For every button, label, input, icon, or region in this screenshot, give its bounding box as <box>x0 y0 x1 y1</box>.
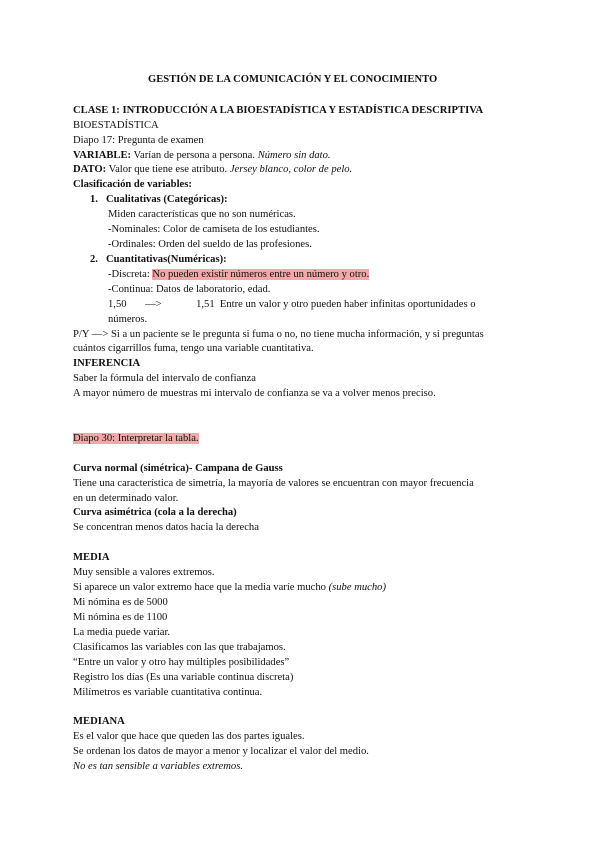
media-line <box>73 581 386 594</box>
inferencia-line: A mayor número de muestras mi intervalo de confianza se va a volver menos preciso. <box>73 388 436 399</box>
py-line: cuántos cigarrillos fuma, tengo una variable cuantitativa. <box>73 343 314 354</box>
list-number: 2. <box>90 254 98 265</box>
list-number: 1. <box>90 194 98 205</box>
media-line: Mi nómina es de 5000 <box>73 597 168 608</box>
dato-label: DATO: <box>73 164 107 175</box>
cualitativas-line: -Nominales: Color de camiseta de los estudiantes. <box>108 224 320 235</box>
media-line: “Entre un valor y otro hay múltiples posibilidades” <box>73 657 290 668</box>
inferencia-line: Saber la fórmula del intervalo de confianza <box>73 373 256 384</box>
cualitativas-line: Miden características que no son numéricas. <box>108 209 296 220</box>
media-line: Muy sensible a valores extremos. <box>73 567 215 578</box>
cualitativas-heading <box>90 193 228 206</box>
dato-text: Valor que tiene ese atributo. <box>106 164 230 175</box>
py-line: P/Y —> Si a un paciente se le pregunta si fuma o no, no tiene mucha información, y si preguntas <box>73 329 484 340</box>
discreta-line <box>108 268 369 281</box>
media-heading: MEDIA <box>73 552 110 563</box>
curva-normal-line: Tiene una característica de simetría, la mayoría de valores se encuentran con mayor frecuencia <box>73 478 474 489</box>
mediana-heading: MEDIANA <box>73 716 125 727</box>
dato-example: Jersey blanco, color de pelo. <box>229 164 353 175</box>
media-line: Milímetros es variable cuantitativa continua. <box>73 687 263 698</box>
cuantitativas-title: Cuantitativas(Numéricas): <box>106 254 227 265</box>
discreta-label: -Discreta: <box>108 269 153 280</box>
bioestadistica-label: BIOESTADÍSTICA <box>73 120 159 131</box>
document-title: GESTIÓN DE LA COMUNICACIÓN Y EL CONOCIMIENTO <box>148 74 438 85</box>
curva-normal-heading: Curva normal (simétrica)- Campana de Gauss <box>73 463 283 474</box>
media-line: Clasificamos las variables con las que trabajamos. <box>73 642 286 653</box>
curva-normal-line: en un determinado valor. <box>73 493 179 504</box>
continua-line: -Continua: Datos de laboratorio, edad. <box>108 284 271 295</box>
mediana-line: Se ordenan los datos de mayor a menor y localizar el valor del medio. <box>73 746 369 757</box>
media-line-italic: (sube mucho) <box>328 582 386 593</box>
variable-definition <box>73 149 331 162</box>
example-continuation: números. <box>108 314 148 325</box>
media-line: La media puede variar. <box>73 627 171 638</box>
variable-example: Número sin dato. <box>257 150 331 161</box>
dato-definition <box>73 163 352 176</box>
example-line: 1,50 —> 1,51 Entre un valor y otro pueden haber infinitas oportunidades o <box>108 299 476 310</box>
diapo-30-highlight: Diapo 30: Interpretar la tabla. <box>73 433 199 444</box>
mediana-line: Es el valor que hace que queden las dos partes iguales. <box>73 731 305 742</box>
discreta-highlight: No pueden existir números entre un número y otro. <box>152 269 370 280</box>
diapo-17-note: Diapo 17: Pregunta de examen <box>73 135 204 146</box>
clasificacion-heading: Clasificación de variables: <box>73 179 192 190</box>
curva-asimetrica-line: Se concentran menos datos hacia la derecha <box>73 522 259 533</box>
curva-asimetrica-heading: Curva asimétrica (cola a la derecha) <box>73 507 237 518</box>
media-line: Registro los días (Es una variable continua discreta) <box>73 672 294 683</box>
variable-label: VARIABLE: <box>73 150 132 161</box>
cualitativas-line: -Ordinales: Orden del sueldo de las profesiones. <box>108 239 312 250</box>
diapo-30-note <box>73 432 199 445</box>
media-line-text: Si aparece un valor extremo hace que la media varíe mucho <box>73 582 329 593</box>
variable-text: Varían de persona a persona. <box>131 150 258 161</box>
mediana-note: No es tan sensible a variables extremos. <box>73 761 243 772</box>
media-line: Mi nómina es de 1100 <box>73 612 168 623</box>
cualitativas-title: Cualitativas (Categóricas): <box>106 194 228 205</box>
clase-heading: CLASE 1: INTRODUCCIÓN A LA BIOESTADÍSTICA Y ESTADÍSTICA DESCRIPTIVA <box>73 105 484 116</box>
inferencia-heading: INFERENCIA <box>73 358 141 369</box>
cuantitativas-heading <box>90 253 227 266</box>
